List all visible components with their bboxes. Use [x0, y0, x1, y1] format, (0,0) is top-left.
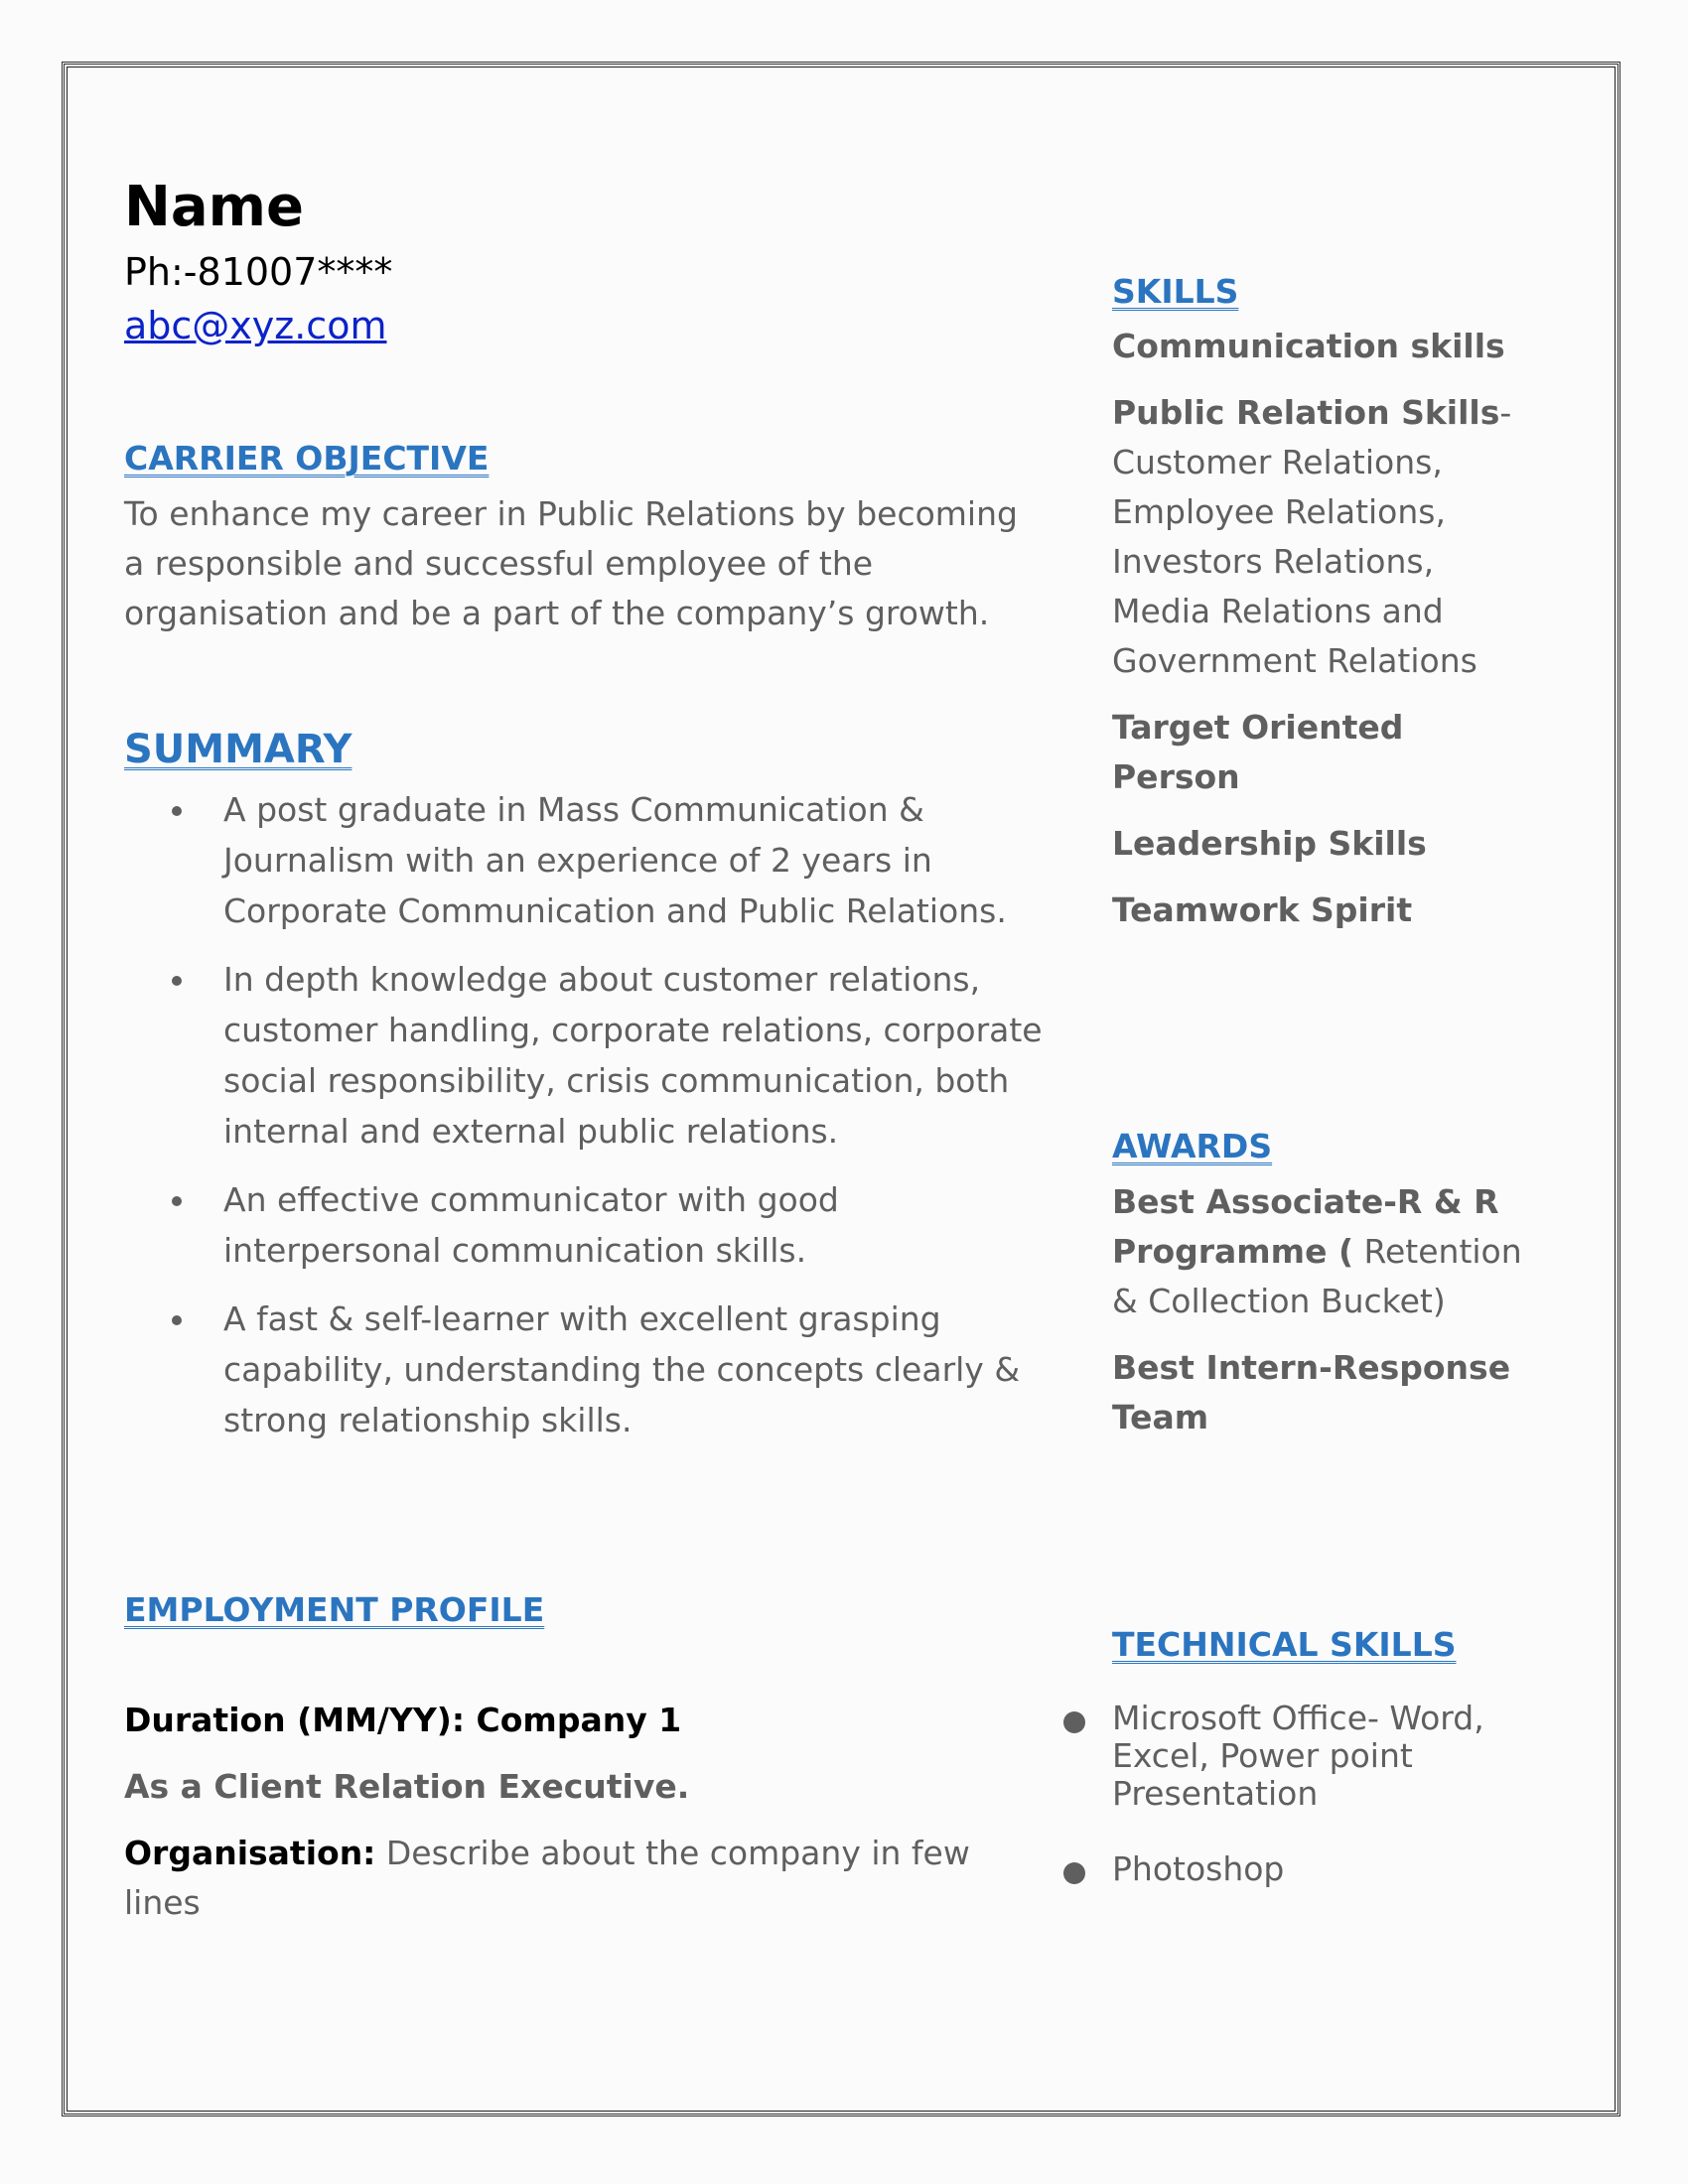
technical-skills-list — [1057, 1700, 1514, 1926]
skill-target-oriented: Target Oriented Person — [1112, 708, 1404, 796]
summary-item: In depth knowledge about customer relations, customer handling, corporate relations, corporate social responsibility, crisis communication, both internal and external public relations. — [124, 954, 1057, 1157]
summary-heading: SUMMARY — [124, 727, 352, 772]
bullet-icon — [172, 976, 182, 986]
bullet-icon — [1063, 1862, 1085, 1884]
skills-heading: SKILLS — [1112, 272, 1239, 311]
skill-public-relation: Public Relation Skills- Customer Relations, Employee Relations, Investors Relations, Media Relations and Government Relations — [1112, 393, 1512, 680]
bullet-icon — [172, 1315, 182, 1325]
objective-heading: CARRIER OBJECTIVE — [124, 439, 490, 478]
employment-organisation — [124, 1829, 1048, 1928]
technical-skills-heading: TECHNICAL SKILLS — [1112, 1625, 1457, 1664]
organisation-text: Describe about the company in few lines — [124, 1834, 970, 1922]
skill-leadership: Leadership Skills — [1112, 824, 1427, 863]
technical-skill-item: Photoshop — [1057, 1850, 1514, 1888]
bullet-icon — [172, 806, 182, 816]
email-link[interactable]: abc@xyz.com — [124, 304, 387, 347]
summary-list — [124, 784, 1057, 1463]
technical-skill-item: Microsoft Office- Word, Excel, Power point Presentation — [1057, 1700, 1514, 1813]
employment-heading: EMPLOYMENT PROFILE — [124, 1590, 545, 1629]
award-best-associate: Best Associate-R & R Programme ( Retention & Collection Bucket) — [1112, 1182, 1522, 1320]
summary-item: A post graduate in Mass Communication & Journalism with an experience of 2 years in Corporate Communication and Public Relations. — [124, 784, 1057, 936]
objective-text: To enhance my career in Public Relations by becoming a responsible and successful employee of the organisation and be a part of the company’s growth. — [124, 494, 1018, 632]
awards-list — [1112, 1177, 1529, 1459]
bullet-icon — [1063, 1711, 1085, 1733]
summary-item: An effective communicator with good interpersonal communication skills. — [124, 1174, 1057, 1276]
employment-duration: Duration (MM/YY): Company 1 — [124, 1701, 682, 1739]
summary-item: A fast & self-learner with excellent grasping capability, understanding the concepts clearly & strong relationship skills. — [124, 1294, 1057, 1445]
employment-role: As a Client Relation Executive. — [124, 1767, 690, 1806]
awards-heading: AWARDS — [1112, 1127, 1273, 1165]
award-best-intern: Best Intern-Response Team — [1112, 1348, 1511, 1436]
organisation-label: Organisation: — [124, 1834, 376, 1872]
skill-teamwork: Teamwork Spirit — [1112, 890, 1413, 929]
candidate-name: Name — [124, 175, 304, 239]
skills-list — [1112, 322, 1512, 952]
bullet-icon — [172, 1196, 182, 1206]
phone-number: Ph:-81007**** — [124, 250, 393, 294]
skill-communication: Communication skills — [1112, 327, 1505, 365]
